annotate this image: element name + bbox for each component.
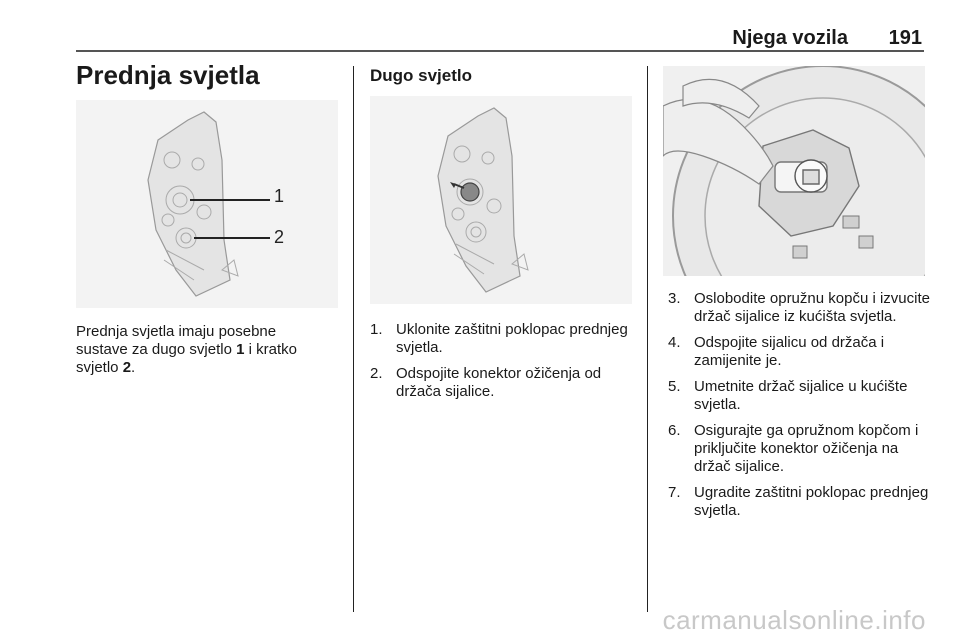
step-text: Oslobodite opružnu kopču i izvucite držač sijalice iz kućišta svjetla. [694,290,930,325]
step-number: 7. [668,484,681,501]
step-text: Odspojite konektor ožičenja od držača sijalice. [396,365,602,400]
step-text: Uklonite zaštitni poklopac prednjeg svjetla. [396,321,628,356]
step-number: 6. [668,422,681,439]
step-item [668,334,930,370]
steps-list-right [668,290,930,528]
para-text-2: i kratko svjetlo [76,341,297,376]
step-text: Osigurajte ga opružnom kopčom i priključite konektor ožičenja na držač sijalice. [694,422,919,475]
callout-label-1: 1 [274,186,285,206]
step-number: 4. [668,334,681,351]
steps-list-middle [370,321,628,409]
watermark: carmanualsonline.info [662,605,926,635]
step-number: 2. [370,365,383,382]
headlight-bulb-figure [370,96,632,304]
para-text-3: . [131,359,136,376]
column-divider-left [353,66,354,612]
step-item [668,290,930,326]
column-divider-right [647,66,648,612]
step-item [370,365,628,401]
step-number: 5. [668,378,681,395]
running-header-title: Njega vozila [732,27,848,49]
ref-high-beam: 1 [236,341,245,358]
page-number: 191 [888,27,922,49]
step-item [370,321,628,357]
step-text: Odspojite sijalicu od držača i zamijenite je. [694,334,885,369]
callout-label-2: 2 [274,227,285,247]
step-number: 3. [668,290,681,307]
para-text-1: Prednja svjetla imaju posebne sustave za dugo svjetlo [76,323,277,358]
bulb-holder-closeup-figure [663,66,925,276]
intro-paragraph [76,323,331,377]
header-rule [76,50,924,52]
step-item [668,484,930,520]
step-text: Umetnite držač sijalice u kućište svjetla. [694,378,908,413]
ref-low-beam: 2 [122,359,132,376]
step-number: 1. [370,321,383,338]
step-text: Ugradite zaštitni poklopac prednjeg svjetla. [694,484,929,519]
headlight-callout-figure [76,100,338,308]
step-item [668,422,930,476]
step-item [668,378,930,414]
subsection-heading: Dugo svjetlo [370,66,473,85]
section-heading: Prednja svjetla [76,60,260,90]
